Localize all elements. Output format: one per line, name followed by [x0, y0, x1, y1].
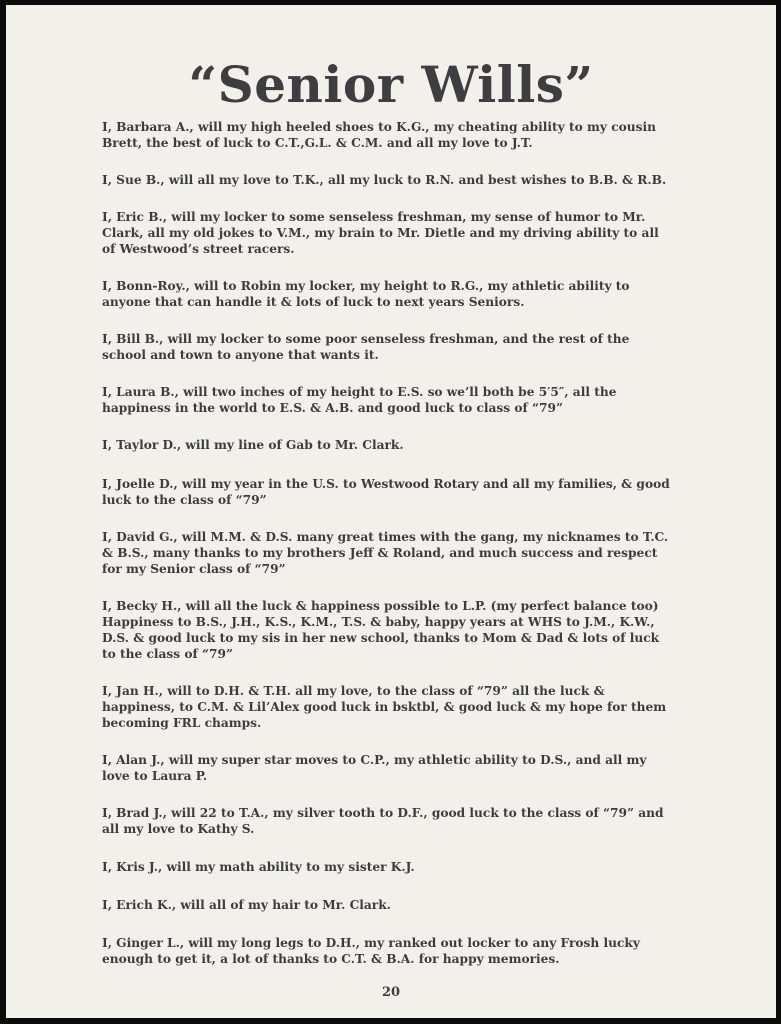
- will-entry: I, Ginger L., will my long legs to D.H., my ranked out locker to any Frosh lucky enough to get it, a lot of thanks to C.T. & B.A. for happy memories.: [102, 936, 640, 966]
- wills-list: [102, 115, 672, 967]
- will-entry: I, Laura B., will two inches of my height to E.S. so we’ll both be 5′5″, all the happiness in the world to E.S. & A.B. and good luck to class of “79”: [102, 385, 617, 415]
- will-entry: I, Joelle D., will my year in the U.S. to Westwood Rotary and all my families, & good luck to the class of “79”: [102, 477, 670, 507]
- yearbook-page: [6, 5, 776, 1018]
- will-entry: I, Brad J., will 22 to T.A., my silver tooth to D.F., good luck to the class of “79” and all my love to Kathy S.: [102, 806, 664, 836]
- will-entry: I, Erich K., will all of my hair to Mr. Clark.: [102, 898, 391, 912]
- will-entry: I, Taylor D., will my line of Gab to Mr. Clark.: [102, 438, 404, 452]
- page-title: “Senior Wills”: [188, 55, 594, 114]
- will-entry: I, Sue B., will all my love to T.K., all my luck to R.N. and best wishes to B.B. & R.B.: [102, 173, 667, 187]
- will-entry: I, Alan J., will my super star moves to C.P., my athletic ability to D.S., and all my love to Laura P.: [102, 753, 647, 783]
- will-entry: I, Bonn-Roy., will to Robin my locker, my height to R.G., my athletic ability to anyone that can handle it & lots of luck to next years Seniors.: [102, 279, 630, 309]
- will-entry: I, Bill B., will my locker to some poor senseless freshman, and the rest of the school and town to anyone that wants it.: [102, 332, 630, 362]
- will-entry: I, Jan H., will to D.H. & T.H. all my love, to the class of “79” all the luck & happiness, to C.M. & Lil’Alex good luck in bsktbl, & good luck & my hope for them becoming FRL champs.: [102, 684, 667, 730]
- will-entry: I, Barbara A., will my high heeled shoes to K.G., my cheating ability to my cousin Brett, the best of luck to C.T.,G.L. & C.M. and all my love to J.T.: [102, 120, 656, 150]
- page-number: 20: [381, 985, 401, 1000]
- will-entry: I, Kris J., will my math ability to my sister K.J.: [102, 860, 415, 874]
- will-entry: I, Becky H., will all the luck & happiness possible to L.P. (my perfect balance too) Happiness to B.S., J.H., K.S., K.M., T.S. & baby, happy years at WHS to J.M., K.W., D.S. & good luck to my sis in her new school, thanks to Mom & Dad & lots of luck to the class of “79”: [102, 599, 660, 661]
- will-entry: I, Eric B., will my locker to some senseless freshman, my sense of humor to Mr. Clark, all my old jokes to V.M., my brain to Mr. Dietle and my driving ability to all of Westwood’s street racers.: [102, 210, 659, 256]
- will-entry: I, David G., will M.M. & D.S. many great times with the gang, my nicknames to T.C. & B.S., many thanks to my brothers Jeff & Roland, and much success and respect for my Senior class of “79”: [102, 530, 669, 576]
